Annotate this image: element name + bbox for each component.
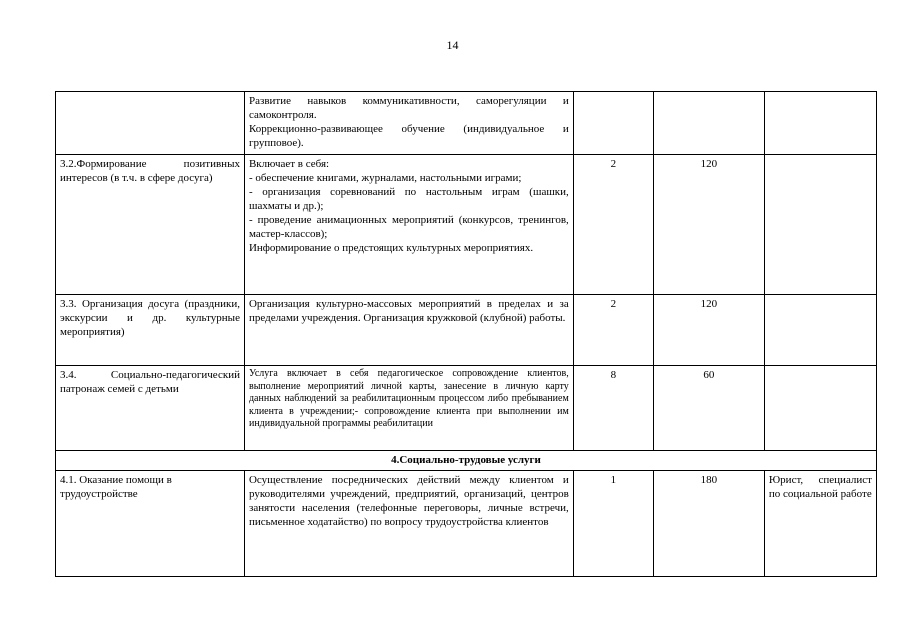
- table-row: [56, 366, 877, 451]
- service-content-cell: [244, 366, 573, 451]
- executor-cell: [764, 155, 876, 295]
- services-table: [55, 91, 877, 577]
- content-line: Информирование о предстоящих культурных мероприятиях.: [248, 242, 534, 254]
- duration-cell: 120: [653, 295, 764, 366]
- service-name-cell: 3.2.Формирование позитивных интересов (в т.ч. в сфере досуга): [56, 155, 245, 295]
- service-name-cell: 3.3. Организация досуга (праздники, экскурсии и др. культурные мероприятия): [56, 295, 245, 366]
- duration-cell: 180: [653, 471, 764, 577]
- content-line: Развитие навыков коммуникативности, саморегуляции и самоконтроля.: [248, 95, 569, 121]
- table-row: [56, 471, 877, 577]
- service-content-cell: [244, 92, 573, 155]
- service-name-cell: [56, 92, 245, 155]
- service-content-cell: [244, 155, 573, 295]
- table-row: [56, 155, 877, 295]
- count-cell: 2: [573, 295, 653, 366]
- section-heading: 4.Социально-трудовые услуги: [56, 451, 877, 471]
- table-row: [56, 295, 877, 366]
- content-line: Включает в себя:: [248, 158, 330, 170]
- service-content-cell: [244, 295, 573, 366]
- duration-cell: [653, 92, 764, 155]
- service-name-cell: 3.4. Социально-педагогический патронаж семей с детьми: [56, 366, 245, 451]
- page-number: 14: [446, 38, 459, 52]
- content-line: - обеспечение книгами, журналами, настольными играми;: [248, 172, 522, 184]
- content-line: Услуга включает в себя педагогическое сопровождение клиентов, выполнение мероприятий личной карты, занесение в личную карту данных наблюдений за реабилитационным процессом либо пребыванием клиента в учреждении;- сопровождение клиента при выполнении им индивидуальной программы реабилитации: [248, 368, 569, 429]
- count-cell: 1: [573, 471, 653, 577]
- duration-cell: 120: [653, 155, 764, 295]
- executor-cell: [764, 295, 876, 366]
- service-content-cell: Осуществление посреднических действий между клиентом и руководителями учреждений, предприятий, организаций, центров занятости населения (телефонные переговоры, личные встречи, письменное ходатайство) по вопросу трудоустройства клиентов: [244, 471, 573, 577]
- section-heading-row: [56, 451, 877, 471]
- executor-cell: Юрист, специалист по социальной работе: [764, 471, 876, 577]
- content-line: Организация культурно-массовых мероприятий в пределах и за пределами учреждения. Организация кружковой (клубной) работы.: [248, 298, 569, 324]
- content-line: - проведение анимационных мероприятий (конкурсов, тренингов, мастер-классов);: [248, 214, 569, 240]
- content-line: - организация соревнований по настольным играм (шашки, шахматы и др.);: [248, 186, 569, 212]
- duration-cell: 60: [653, 366, 764, 451]
- service-name-cell: 4.1. Оказание помощи в трудоустройстве: [56, 471, 245, 577]
- count-cell: 8: [573, 366, 653, 451]
- count-cell: 2: [573, 155, 653, 295]
- executor-cell: [764, 92, 876, 155]
- executor-cell: [764, 366, 876, 451]
- table-row: [56, 92, 877, 155]
- content-line: Коррекционно-развивающее обучение (индивидуальное и групповое).: [248, 123, 569, 149]
- count-cell: [573, 92, 653, 155]
